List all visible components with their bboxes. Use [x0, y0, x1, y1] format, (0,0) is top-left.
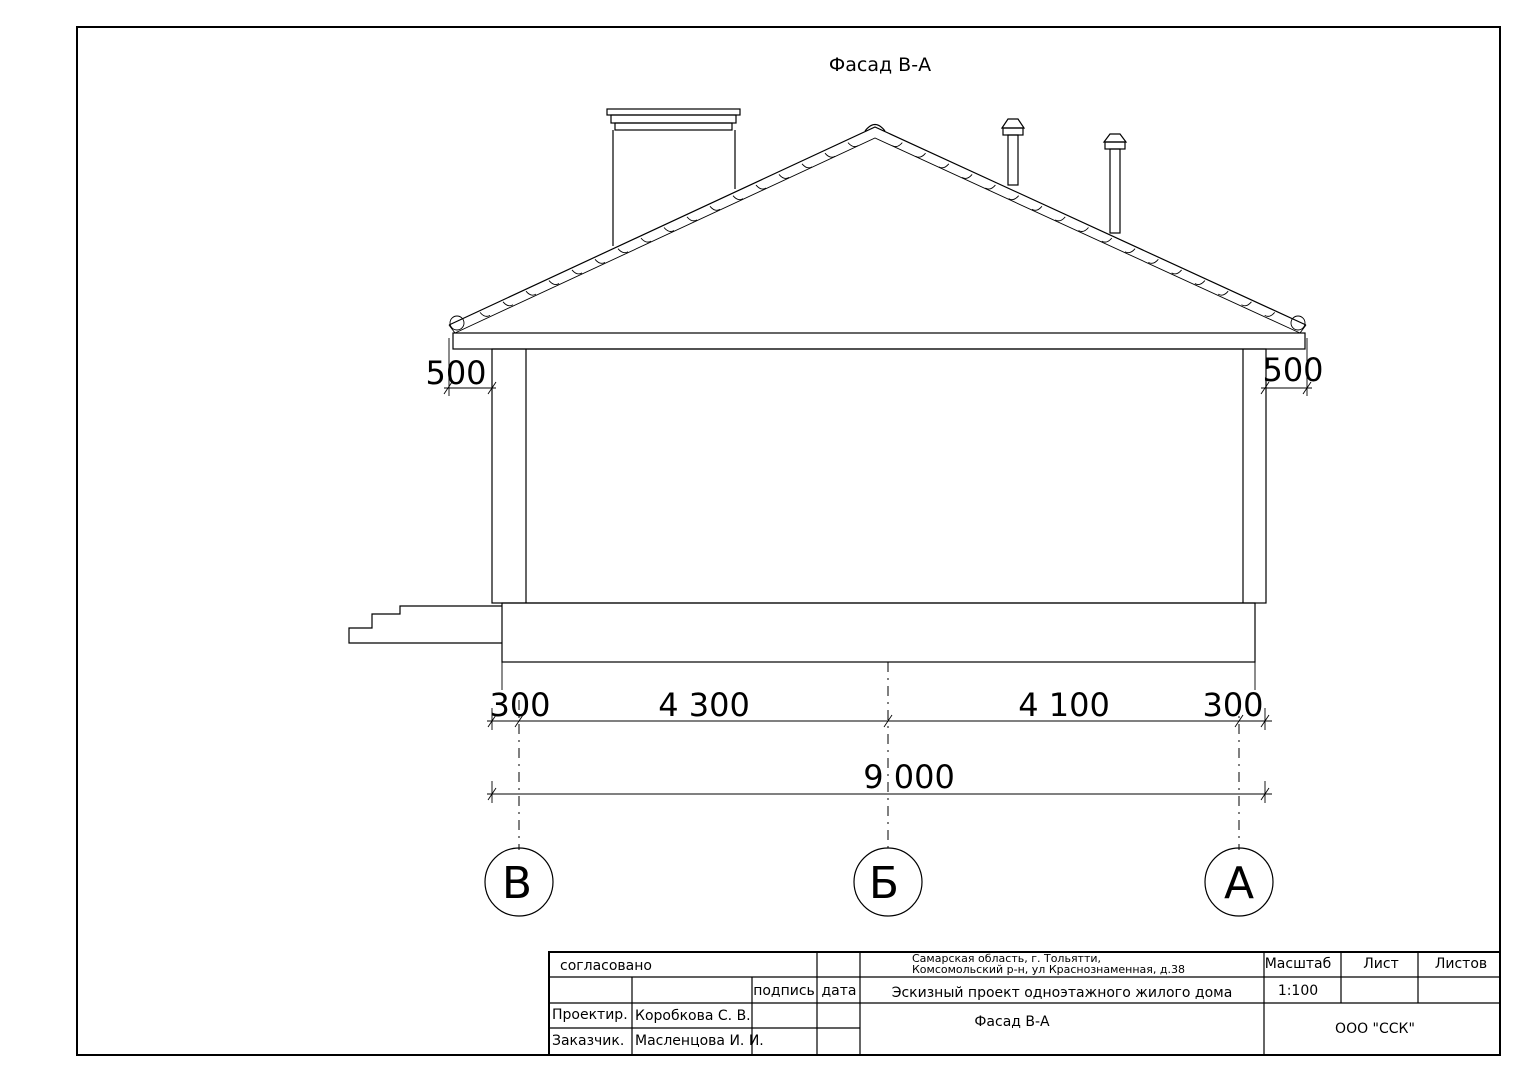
date-column-header: дата	[821, 983, 857, 999]
roof-tile	[892, 143, 902, 147]
roof-tile	[710, 206, 720, 210]
roof-tile	[756, 185, 766, 189]
roof-tile	[733, 196, 743, 200]
axis-marker-b	[854, 848, 922, 916]
axis-label-v: В	[501, 858, 533, 909]
dim-seg-2: 4 300	[658, 686, 750, 724]
porch-steps	[349, 606, 502, 643]
client-role: Заказчик.	[552, 1033, 625, 1049]
axis-marker-v	[485, 848, 553, 916]
roof-tile	[1055, 217, 1065, 221]
roof-tile	[848, 143, 858, 147]
roof-tile	[1009, 196, 1019, 200]
extension-lines	[502, 662, 1255, 850]
roof-tile	[664, 228, 674, 232]
roof-tile	[595, 259, 605, 263]
roof-tile	[1148, 259, 1158, 263]
roof-tile	[1125, 249, 1135, 253]
roof-tiles-right	[892, 143, 1274, 317]
sheet-label: Лист	[1363, 956, 1399, 972]
roof-tile	[1172, 270, 1182, 274]
signature-column-header: подпись	[753, 983, 815, 999]
roof-tiles-left	[480, 143, 858, 317]
roof-tile	[1265, 312, 1275, 316]
roof-tile	[779, 174, 789, 178]
roof-tile	[687, 217, 697, 221]
drawing-title: Фасад В-А	[828, 54, 932, 76]
roof-tile	[1079, 228, 1089, 232]
roof-tile	[1195, 281, 1205, 285]
roof-tile	[549, 281, 559, 285]
designer-role: Проектир.	[552, 1007, 628, 1023]
client-name: Масленцова И. И.	[635, 1033, 764, 1049]
sheet-title: Фасад В-А	[974, 1014, 1050, 1030]
roof-tile	[572, 270, 582, 274]
dim-total: 9 000	[863, 758, 955, 796]
vent-pipe-right	[1104, 134, 1126, 233]
roof-tile	[1032, 206, 1042, 210]
dim-seg-1: 300	[489, 686, 551, 724]
facade-walls	[492, 349, 1266, 603]
overhang-left-label: 500	[425, 354, 487, 392]
roof-tile	[802, 164, 812, 168]
overhang-dimension-left	[425, 338, 496, 396]
agreed-label: согласовано	[560, 958, 652, 974]
roof-tile	[1218, 291, 1228, 295]
roof-tile	[618, 249, 628, 253]
scale-value: 1:100	[1277, 983, 1319, 999]
chimney	[607, 109, 740, 246]
sheet-frame	[77, 27, 1500, 1055]
roof-tile	[962, 174, 972, 178]
roof-tile	[641, 238, 651, 242]
project-name: Эскизный проект одноэтажного жилого дома	[891, 985, 1233, 1001]
foundation	[502, 603, 1255, 662]
overhang-dimension-right	[1261, 338, 1324, 396]
address-line-1: Самарская область, г. Тольятти,	[912, 952, 1102, 965]
roof-tile	[939, 164, 949, 168]
axis-marker-a	[1205, 848, 1273, 916]
roof	[449, 125, 1306, 350]
total-dimension	[487, 758, 1272, 803]
chain-dimension	[487, 686, 1272, 730]
designer-name: Коробкова С. В.	[635, 1008, 751, 1024]
scale-label: Масштаб	[1264, 956, 1332, 972]
roof-tile	[1241, 302, 1251, 306]
roof-tile	[825, 153, 835, 157]
roof-tile	[526, 291, 536, 295]
axis-label-b: Б	[868, 858, 900, 909]
sheets-label: Листов	[1434, 956, 1488, 972]
roof-tile	[916, 153, 926, 157]
roof-tile	[480, 312, 490, 316]
roof-tile	[985, 185, 995, 189]
address-line-2: Комсомольский р-н, ул Краснознаменная, д.38	[912, 963, 1186, 976]
company-name: ООО "ССК"	[1335, 1021, 1415, 1037]
title-block	[549, 952, 1500, 1055]
overhang-right-label: 500	[1262, 351, 1324, 389]
axis-label-a: А	[1223, 858, 1255, 909]
dim-seg-4: 300	[1202, 686, 1264, 724]
roof-tile	[503, 302, 513, 306]
roof-tile	[1102, 238, 1112, 242]
vent-pipe-left	[1002, 119, 1024, 185]
dim-seg-3: 4 100	[1018, 686, 1110, 724]
